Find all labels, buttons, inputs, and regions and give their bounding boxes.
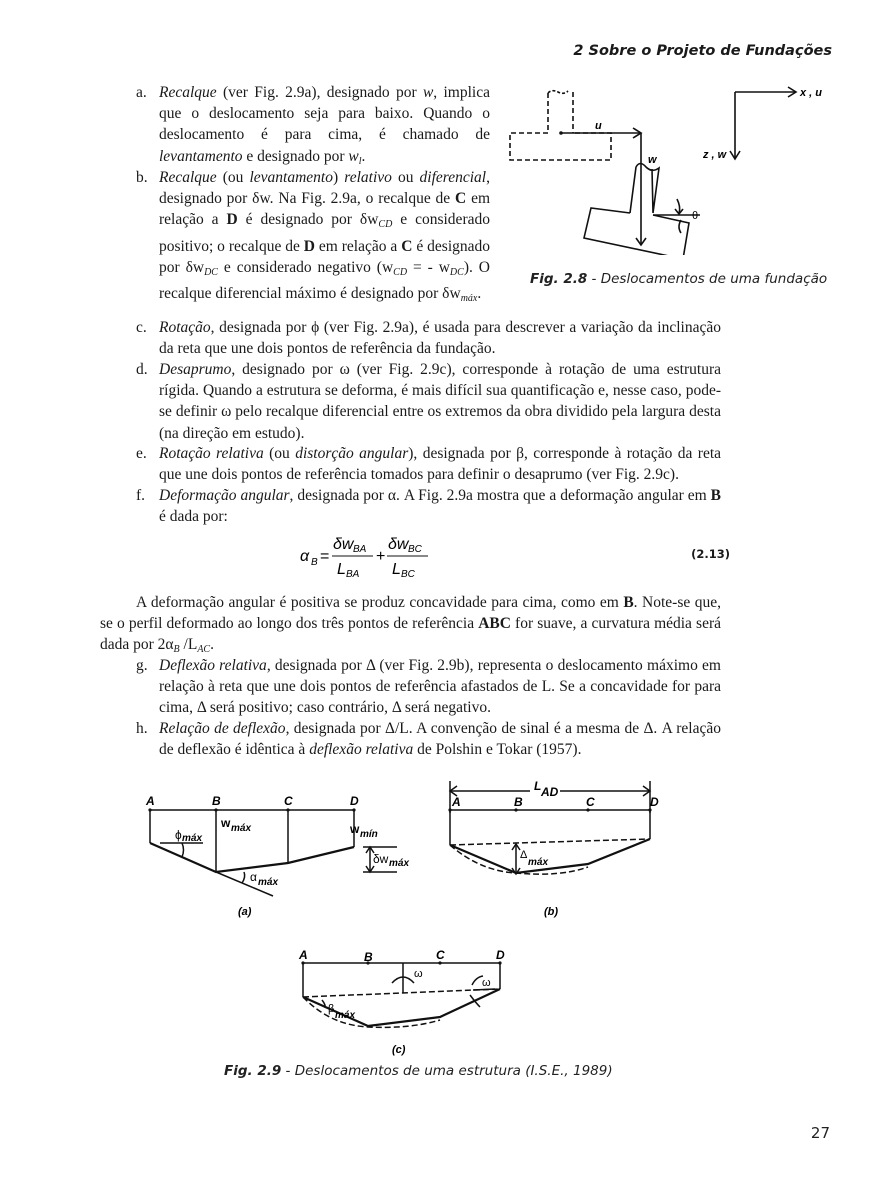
fig28-caption: Fig. 2.8 - Deslocamentos de uma fundação — [530, 271, 828, 287]
sublabel-a: (a) — [238, 906, 252, 918]
list-item-c: c. Rotação, designada por ϕ (ver Fig. 2.9a), é usada para descrever a variação da inclinação da reta que une dois pontos de referência da fundação. — [136, 319, 721, 358]
svg-text:BC: BC — [401, 569, 415, 580]
label-ad: AD — [541, 785, 559, 799]
point-label-c: C — [284, 795, 293, 808]
list-item-h: h. Relação de deflexão, designada por Δ/L. A convenção de sinal é a mesma de Δ. A relação de deflexão é idêntica à deflexão relativa de Polshin e Tokar (1957). — [136, 720, 722, 759]
svg-text:δw: δw — [333, 536, 354, 553]
svg-text:BA: BA — [346, 569, 360, 580]
label-w: w — [648, 154, 657, 166]
label-phi: ϕ — [175, 828, 182, 842]
page-number: 27 — [810, 1124, 830, 1142]
label-delta: Δ — [520, 849, 528, 861]
label-u: u — [595, 120, 602, 132]
item-label: a. — [136, 84, 147, 101]
item-label: b. — [136, 169, 148, 186]
list-item-a — [136, 82, 490, 172]
svg-text:C: C — [586, 795, 595, 809]
point-label-b: B — [212, 795, 221, 808]
axis-x-label: x , u — [800, 87, 823, 99]
item-body: Recalque (ou levantamento) relativo ou diferencial, designado por δw. Na Fig. 2.9a, o recalque de C em relação a D é designado por $\delta w_{CD}$ e considerado positivo; o recalque de D em relação a C é designado por $\delta w_{DC}$ e considerado negativo ($w_{CD}$ = - $w_{DC}$). O recalque diferencial máximo é designado por $\delta w_{máx}$. — [159, 169, 491, 305]
svg-text:máx: máx — [335, 1010, 356, 1021]
svg-text:δw: δw — [388, 536, 409, 553]
svg-text:B: B — [364, 950, 373, 964]
axis-z-label: z , w — [703, 149, 727, 161]
sublabel-c: (c) — [392, 1044, 406, 1056]
point-label-d: D — [350, 795, 359, 808]
svg-text:=: = — [320, 548, 330, 565]
svg-text:L: L — [392, 561, 401, 578]
label-beta: β — [328, 1003, 335, 1015]
displaced-footing — [584, 164, 689, 256]
equation-number: (2.13) — [691, 547, 730, 561]
list-item-f: f. Deformação angular, designada por α. A Fig. 2.9a mostra que a deformação angular em B é dada por: — [136, 487, 721, 526]
list-item-d: d. Desaprumo, designado por ω (ver Fig. 2.9c), corresponde à rotação de uma estrutura rígida. Quando a estrutura se deforma, é mais difícil sua quantificação e, nesse caso, pode-se definir ω pelo recalque diferencial entre os extremos da obra dividido pela largura desta (na direção em estudo). — [136, 361, 721, 442]
list-item-g: g. Deflexão relativa, designada por Δ (ver Fig. 2.9b), representa o deslocamento máximo em relação à reta que une dois pontos de referência afastados de L. Se a concavidade for para cima, Δ será positivo; caso contrário, Δ será negativo. — [136, 657, 721, 717]
label-delta-w: δw — [373, 852, 389, 866]
svg-text:α: α — [300, 548, 310, 565]
svg-text:A: A — [452, 795, 461, 809]
svg-text:máx: máx — [528, 857, 549, 868]
svg-text:+: + — [376, 548, 386, 565]
label-omega-end: ω — [482, 977, 491, 989]
paragraph-angular-deformation: A deformação angular é positiva se produz concavidade para cima, como em B. Note-se que, se o perfil deformado ao longo dos três pontos de referência ABC for suave, a curvatura média será dada por $2\alpha_B$ $/L_{AC}$. — [100, 594, 721, 656]
equation-formula — [300, 530, 720, 580]
svg-text:D: D — [496, 948, 505, 962]
figure-2-9c — [290, 945, 530, 1060]
svg-text:máx: máx — [182, 833, 203, 844]
label-wmin: w — [350, 822, 360, 836]
svg-text:L: L — [337, 561, 346, 578]
equation-2-13 — [130, 530, 730, 580]
term: levantamento — [159, 147, 243, 165]
point-label-a: A — [146, 795, 155, 808]
svg-text:A: A — [299, 948, 308, 962]
fig29-caption: Fig. 2.9 - Deslocamentos de uma estrutura (I.S.E., 1989) — [224, 1063, 613, 1079]
label-theta: θ — [692, 210, 699, 222]
list-item-b — [136, 167, 490, 309]
item-body: Recalque (ver Fig. 2.9a), designado por w, implica que o deslocamento seja para baixo. Quando o deslocamento é para cima, é chamado de levantamento e designado por $w_l$. — [159, 84, 490, 167]
list-item-e: e. Rotação relativa (ou distorção angular), designada por β, corresponde à rotação da reta que une dois pontos de referência tomados para definir o desaprumo (ver Fig. 2.9c). — [136, 445, 722, 484]
label-omega-mid: ω — [414, 968, 423, 980]
term: Recalque — [159, 84, 217, 101]
svg-text:máx: máx — [389, 858, 410, 869]
figure-2-8 — [500, 75, 850, 255]
sublabel-b: (b) — [544, 906, 559, 918]
svg-text:BA: BA — [353, 544, 367, 555]
label-alpha: α — [250, 870, 257, 884]
label-wmax: w — [221, 816, 231, 830]
svg-text:D: D — [650, 795, 659, 809]
svg-text:B: B — [311, 557, 318, 568]
figure-2-9b — [440, 775, 670, 920]
label-l: L — [534, 779, 542, 793]
svg-text:máx: máx — [258, 877, 279, 888]
figure-2-9a — [140, 795, 430, 925]
svg-text:mín: mín — [360, 829, 378, 840]
svg-text:C: C — [436, 948, 445, 962]
svg-text:BC: BC — [408, 544, 422, 555]
chapter-header: 2 Sobre o Projeto de Fundações — [573, 43, 832, 59]
svg-text:máx: máx — [231, 823, 252, 834]
svg-text:B: B — [514, 795, 523, 809]
